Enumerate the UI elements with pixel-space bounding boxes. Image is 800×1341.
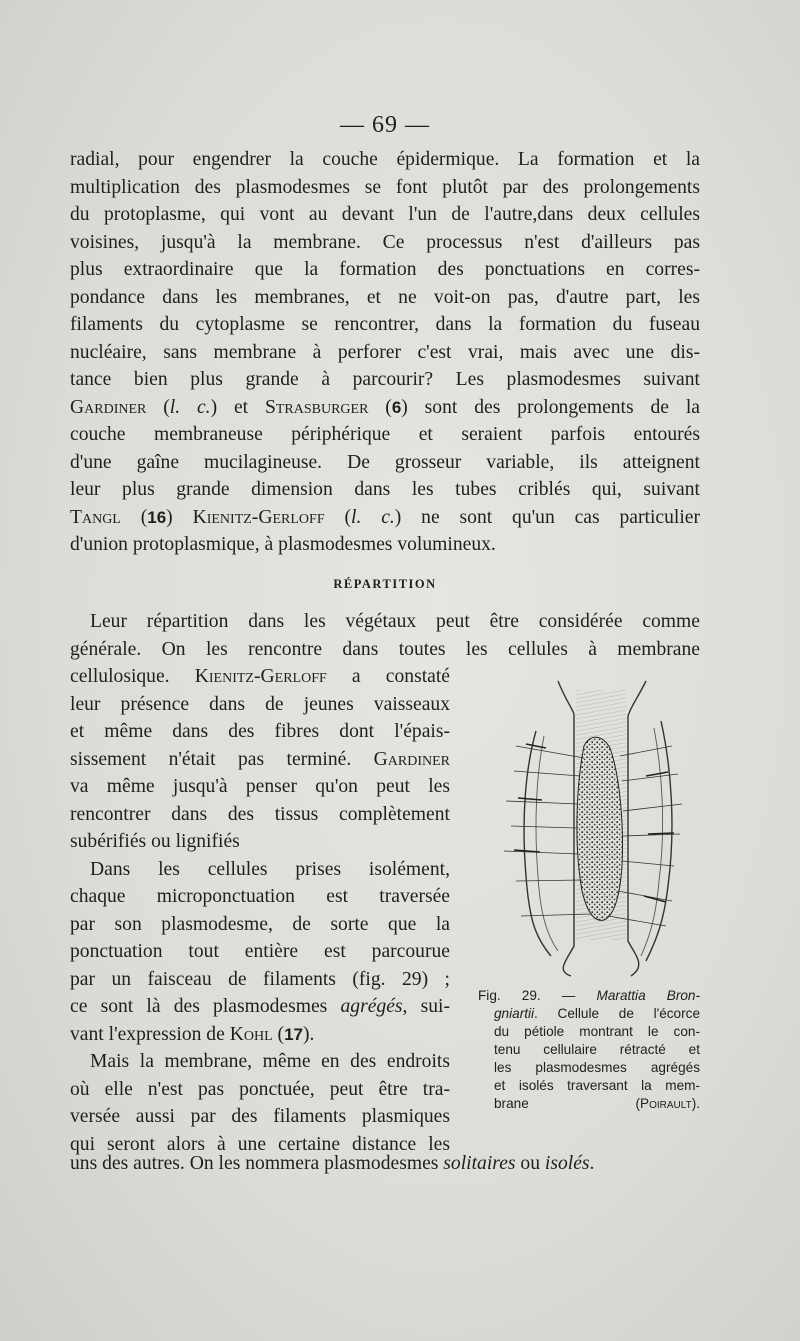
text-fragment: ) sont des prolongements de la: [401, 396, 700, 418]
text-fragment: (: [324, 506, 351, 528]
text-line: d'union protoplasmique, à plasmodesmes volumineux.: [70, 534, 496, 555]
left-column: [70, 663, 450, 1158]
text-line: Mais la membrane, même en des endroits: [90, 1051, 450, 1072]
text-fragment: (: [272, 1023, 285, 1045]
emphasis: isolés: [544, 1153, 590, 1174]
text-line: va même jusqu'à penser qu'on peut les: [70, 776, 450, 797]
text-line: [70, 746, 450, 774]
text-line: filaments du cytoplasme se rencontrer, dans la formation du fuseau: [70, 314, 700, 335]
section-heading: RÉPARTITION: [333, 577, 437, 591]
page-number: — 69 —: [340, 112, 430, 138]
text-fragment: ).: [691, 1096, 700, 1111]
text-line: où elle n'est pas ponctuée, peut être tra-: [70, 1078, 450, 1100]
text-line: nucléaire, sans membrane à perforer c'est vrai, mais avec une dis-: [70, 341, 700, 363]
species-name: Marattia Bron-: [596, 988, 701, 1003]
paragraph-2-full-width: [70, 608, 700, 663]
text-line: et même dans des fibres dont l'épais-: [70, 721, 450, 742]
citation: l. c.: [351, 506, 395, 528]
caption-line: [478, 987, 700, 1005]
text-line: radial, pour engendrer la couche épidermique. La formation et la: [70, 149, 700, 170]
figure-caption: [478, 987, 700, 1113]
text-line: multiplication des plasmodesmes se font plutôt par des prolongements: [70, 176, 700, 198]
author-name: Gardiner: [373, 748, 450, 770]
text-line: leur plus grande dimension dans les tubes criblés qui, suivant: [70, 479, 700, 500]
text-fragment: a constaté: [326, 666, 450, 687]
text-line: tance bien plus grande à parcourir? Les plasmodesmes suivant: [70, 369, 700, 390]
text-line: Leur répartition dans les végétaux peut être considérée comme: [90, 611, 700, 632]
text-line: [70, 394, 700, 422]
author-name: Poirault: [640, 1096, 692, 1111]
text-line: chaque microponctuation est traversée: [70, 886, 450, 907]
text-fragment: ).: [303, 1023, 315, 1045]
text-fragment: . Cellule de l'écorce: [534, 1006, 700, 1021]
caption-line: et isolés traversant la mem-: [494, 1078, 700, 1093]
text-line: subérifiés ou lignifiés: [70, 831, 240, 852]
text-line: [70, 993, 450, 1021]
caption-line: du pétiole montrant le con-: [494, 1024, 700, 1039]
figure-label: Fig. 29. —: [478, 988, 597, 1003]
emphasis: solitaires: [443, 1153, 516, 1174]
text-fragment: .: [589, 1153, 595, 1174]
citation: l. c.: [169, 396, 211, 418]
text-fragment: cellulosique.: [70, 666, 195, 687]
reference-number: 16: [147, 507, 167, 527]
text-line: voisines, jusqu'à la membrane. Ce processus n'est d'ailleurs pas: [70, 231, 700, 253]
text-line: qui seront alors à une certaine distance les: [70, 1133, 450, 1155]
text-line: rencontrer dans des tissus complètement: [70, 803, 450, 825]
text-fragment: vant l'expression de: [70, 1023, 230, 1045]
text-line: par son plasmodesme, de sorte que la: [70, 913, 450, 935]
text-line: par un faisceau de filaments (fig. 29) ;: [70, 968, 450, 990]
figure-29-illustration: [496, 676, 686, 980]
text-line: plus extraordinaire que la formation des ponctuations en corres-: [70, 259, 700, 280]
caption-line: les plasmodesmes agrégés: [494, 1060, 700, 1075]
text-line: [70, 1021, 450, 1049]
text-line: pondance dans les membranes, et ne voit-on pas, d'autre part, les: [70, 286, 700, 308]
text-fragment: brane (: [494, 1096, 641, 1111]
author-name: Kohl: [229, 1023, 273, 1045]
paragraph-4-last-line: [70, 1150, 700, 1178]
text-line: d'une gaîne mucilagineuse. De grosseur variable, ils atteignent: [70, 451, 700, 473]
caption-line: [478, 1095, 700, 1113]
text-line: générale. On les rencontre dans toutes les cellules à membrane: [70, 638, 700, 660]
paragraph-1: [70, 146, 700, 559]
text-line: [70, 504, 700, 532]
author-name: Strasburger: [264, 396, 369, 418]
text-line: versée aussi par des filaments plasmiques: [70, 1106, 450, 1127]
text-line: leur présence dans de jeunes vaisseaux: [70, 693, 450, 715]
text-fragment: (: [146, 396, 170, 418]
text-line: ponctuation tout entière est parcourue: [70, 941, 450, 962]
text-fragment: ) et: [210, 396, 265, 418]
author-name: Tangl: [70, 506, 121, 528]
author-name: Kienitz-Gerloff: [194, 666, 327, 687]
text-fragment: ) ne sont qu'un cas particulier: [394, 506, 700, 528]
author-name: Gardiner: [70, 396, 147, 418]
text-fragment: , sui-: [402, 996, 450, 1017]
species-name: gniartii: [494, 1006, 535, 1021]
text-fragment: (: [120, 506, 148, 528]
author-name: Kienitz-Gerloff: [192, 506, 325, 528]
text-fragment: uns des autres. On les nommera plasmodesmes: [70, 1153, 444, 1174]
text-fragment: ): [166, 506, 193, 528]
text-line: [70, 663, 450, 691]
text-line: du protoplasme, qui vont au devant l'un de l'autre,dans deux cellules: [70, 204, 700, 225]
text-fragment: ce sont là des plasmodesmes: [70, 996, 341, 1017]
text-fragment: (: [368, 396, 392, 418]
text-line: [70, 1150, 700, 1178]
text-fragment: sissement n'était pas terminé.: [70, 748, 374, 770]
reference-number: 6: [391, 397, 402, 417]
emphasis: agrégés: [340, 996, 403, 1017]
caption-line: tenu cellulaire rétracté et: [494, 1042, 700, 1057]
text-fragment: ou: [515, 1153, 545, 1174]
caption-line: [478, 1005, 700, 1023]
text-line: Dans les cellules prises isolément,: [90, 858, 450, 880]
reference-number: 17: [284, 1024, 303, 1044]
text-line: couche membraneuse périphérique et seraient parfois entourés: [70, 424, 700, 445]
